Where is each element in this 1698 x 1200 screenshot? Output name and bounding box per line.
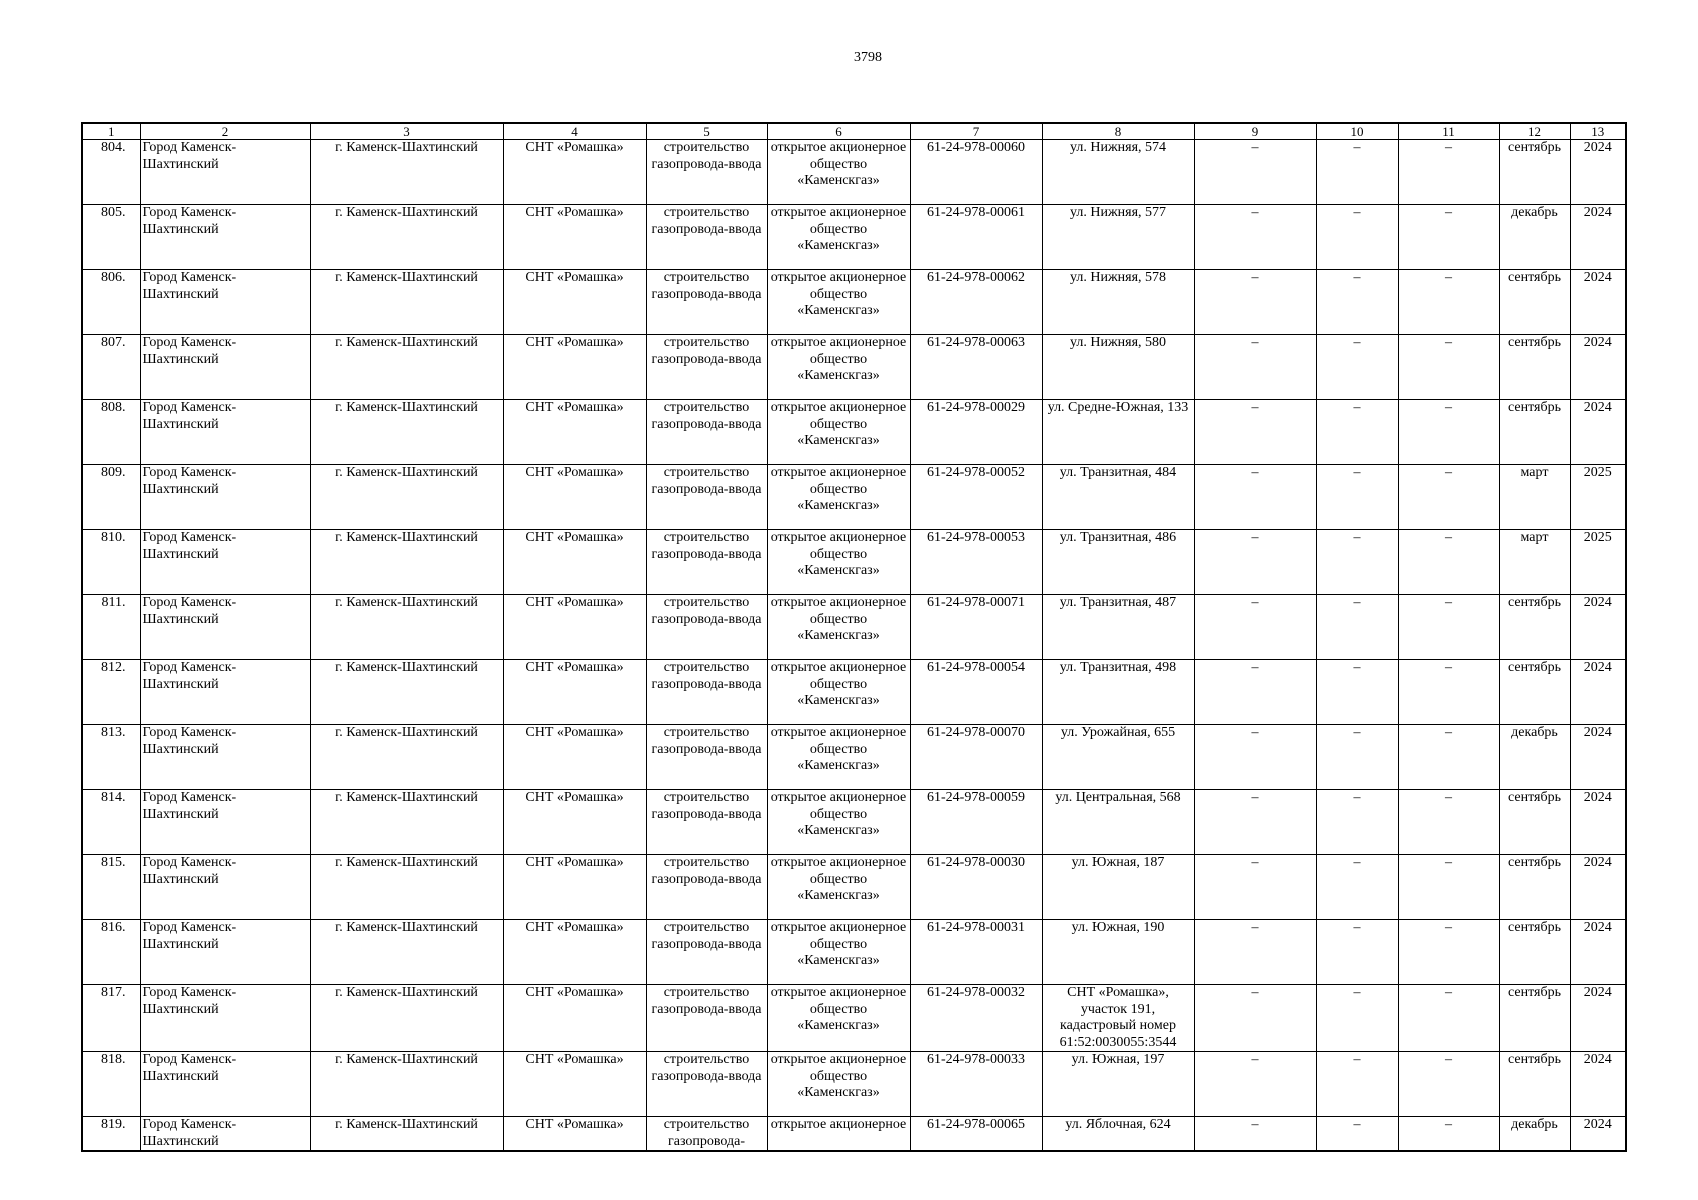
col9-cell: – [1194,660,1316,725]
col10-cell: – [1316,400,1398,465]
table-row [82,530,1626,595]
address-cell: ул. Транзитная, 498 [1042,660,1194,725]
locality-cell: г. Каменск-Шахтинский [310,1052,503,1117]
col10-cell: – [1316,140,1398,205]
column-header: 6 [767,123,910,140]
operator-cell: открытое акционерное [767,1117,910,1152]
operator-cell: открытое акционерное общество «Каменскгаз» [767,855,910,920]
code-cell: 61-24-978-00030 [910,855,1042,920]
locality-cell: г. Каменск-Шахтинский [310,920,503,985]
table-body [82,140,1626,1152]
col10-cell: – [1316,855,1398,920]
row-number: 808. [82,400,140,465]
municipality-cell: Город Каменск-Шахтинский [140,1117,310,1152]
table-row [82,140,1626,205]
column-header: 13 [1570,123,1626,140]
row-number: 804. [82,140,140,205]
month-cell: сентябрь [1499,270,1570,335]
address-cell: ул. Южная, 187 [1042,855,1194,920]
code-cell: 61-24-978-00054 [910,660,1042,725]
column-header: 12 [1499,123,1570,140]
page-number: 3798 [854,50,882,65]
year-cell: 2024 [1570,140,1626,205]
object-cell: СНТ «Ромашка» [503,270,646,335]
table-row [82,1117,1626,1152]
year-cell: 2024 [1570,920,1626,985]
col11-cell: – [1398,140,1499,205]
col10-cell: – [1316,1117,1398,1152]
table-row [82,270,1626,335]
municipality-cell: Город Каменск-Шахтинский [140,335,310,400]
operator-cell: открытое акционерное общество «Каменскгаз» [767,270,910,335]
col11-cell: – [1398,920,1499,985]
col10-cell: – [1316,1052,1398,1117]
col10-cell: – [1316,270,1398,335]
month-cell: декабрь [1499,725,1570,790]
month-cell: сентябрь [1499,1052,1570,1117]
object-cell: СНТ «Ромашка» [503,855,646,920]
col9-cell: – [1194,725,1316,790]
object-cell: СНТ «Ромашка» [503,140,646,205]
month-cell: декабрь [1499,205,1570,270]
year-cell: 2024 [1570,270,1626,335]
year-cell: 2024 [1570,725,1626,790]
column-header: 2 [140,123,310,140]
operator-cell: открытое акционерное общество «Каменскгаз» [767,400,910,465]
code-cell: 61-24-978-00063 [910,335,1042,400]
col10-cell: – [1316,920,1398,985]
work-cell: строительство газопровода-ввода [646,530,767,595]
col11-cell: – [1398,855,1499,920]
col10-cell: – [1316,465,1398,530]
municipality-cell: Город Каменск-Шахтинский [140,855,310,920]
work-cell: строительство газопровода-ввода [646,725,767,790]
row-number: 816. [82,920,140,985]
municipality-cell: Город Каменск-Шахтинский [140,920,310,985]
col10-cell: – [1316,530,1398,595]
row-number: 815. [82,855,140,920]
column-header: 5 [646,123,767,140]
col11-cell: – [1398,270,1499,335]
table-row [82,1052,1626,1117]
locality-cell: г. Каменск-Шахтинский [310,465,503,530]
col10-cell: – [1316,595,1398,660]
col10-cell: – [1316,985,1398,1052]
address-cell: ул. Нижняя, 578 [1042,270,1194,335]
work-cell: строительство газопровода-ввода [646,335,767,400]
table-row [82,335,1626,400]
code-cell: 61-24-978-00033 [910,1052,1042,1117]
municipality-cell: Город Каменск-Шахтинский [140,465,310,530]
object-cell: СНТ «Ромашка» [503,985,646,1052]
col10-cell: – [1316,205,1398,270]
object-cell: СНТ «Ромашка» [503,1052,646,1117]
column-number-row [82,123,1626,140]
object-cell: СНТ «Ромашка» [503,530,646,595]
code-cell: 61-24-978-00071 [910,595,1042,660]
address-cell: ул. Транзитная, 484 [1042,465,1194,530]
object-cell: СНТ «Ромашка» [503,400,646,465]
year-cell: 2024 [1570,985,1626,1052]
col11-cell: – [1398,1117,1499,1152]
object-cell: СНТ «Ромашка» [503,1117,646,1152]
col11-cell: – [1398,205,1499,270]
object-cell: СНТ «Ромашка» [503,205,646,270]
column-header: 4 [503,123,646,140]
table-row [82,205,1626,270]
year-cell: 2024 [1570,595,1626,660]
operator-cell: открытое акционерное общество «Каменскгаз» [767,140,910,205]
row-number: 818. [82,1052,140,1117]
col9-cell: – [1194,400,1316,465]
work-cell: строительство газопровода-ввода [646,465,767,530]
table-row [82,985,1626,1052]
row-number: 819. [82,1117,140,1152]
year-cell: 2024 [1570,1117,1626,1152]
work-cell: строительство газопровода-ввода [646,855,767,920]
object-cell: СНТ «Ромашка» [503,335,646,400]
operator-cell: открытое акционерное общество «Каменскгаз» [767,920,910,985]
code-cell: 61-24-978-00065 [910,1117,1042,1152]
locality-cell: г. Каменск-Шахтинский [310,595,503,660]
locality-cell: г. Каменск-Шахтинский [310,985,503,1052]
locality-cell: г. Каменск-Шахтинский [310,530,503,595]
year-cell: 2024 [1570,855,1626,920]
municipality-cell: Город Каменск-Шахтинский [140,530,310,595]
row-number: 807. [82,335,140,400]
address-cell: ул. Урожайная, 655 [1042,725,1194,790]
locality-cell: г. Каменск-Шахтинский [310,335,503,400]
municipality-cell: Город Каменск-Шахтинский [140,595,310,660]
code-cell: 61-24-978-00061 [910,205,1042,270]
operator-cell: открытое акционерное общество «Каменскгаз» [767,205,910,270]
col10-cell: – [1316,660,1398,725]
municipality-cell: Город Каменск-Шахтинский [140,725,310,790]
row-number: 814. [82,790,140,855]
col10-cell: – [1316,335,1398,400]
operator-cell: открытое акционерное общество «Каменскгаз» [767,725,910,790]
object-cell: СНТ «Ромашка» [503,595,646,660]
row-number: 806. [82,270,140,335]
address-cell: ул. Южная, 190 [1042,920,1194,985]
operator-cell: открытое акционерное общество «Каменскгаз» [767,660,910,725]
month-cell: сентябрь [1499,660,1570,725]
col9-cell: – [1194,985,1316,1052]
operator-cell: открытое акционерное общество «Каменскгаз» [767,335,910,400]
locality-cell: г. Каменск-Шахтинский [310,855,503,920]
operator-cell: открытое акционерное общество «Каменскгаз» [767,790,910,855]
object-cell: СНТ «Ромашка» [503,920,646,985]
col9-cell: – [1194,140,1316,205]
month-cell: сентябрь [1499,985,1570,1052]
code-cell: 61-24-978-00070 [910,725,1042,790]
municipality-cell: Город Каменск-Шахтинский [140,660,310,725]
table-row [82,660,1626,725]
code-cell: 61-24-978-00032 [910,985,1042,1052]
locality-cell: г. Каменск-Шахтинский [310,205,503,270]
month-cell: сентябрь [1499,595,1570,660]
work-cell: строительство газопровода-ввода [646,270,767,335]
locality-cell: г. Каменск-Шахтинский [310,790,503,855]
address-cell: ул. Нижняя, 574 [1042,140,1194,205]
operator-cell: открытое акционерное общество «Каменскгаз» [767,1052,910,1117]
address-cell: ул. Южная, 197 [1042,1052,1194,1117]
locality-cell: г. Каменск-Шахтинский [310,400,503,465]
col9-cell: – [1194,270,1316,335]
col11-cell: – [1398,530,1499,595]
column-header: 1 [82,123,140,140]
address-cell: ул. Центральная, 568 [1042,790,1194,855]
column-header: 8 [1042,123,1194,140]
col10-cell: – [1316,725,1398,790]
object-cell: СНТ «Ромашка» [503,465,646,530]
locality-cell: г. Каменск-Шахтинский [310,725,503,790]
municipality-cell: Город Каменск-Шахтинский [140,205,310,270]
column-header: 10 [1316,123,1398,140]
object-cell: СНТ «Ромашка» [503,725,646,790]
col9-cell: – [1194,465,1316,530]
month-cell: сентябрь [1499,335,1570,400]
operator-cell: открытое акционерное общество «Каменскгаз» [767,530,910,595]
month-cell: сентябрь [1499,140,1570,205]
row-number: 810. [82,530,140,595]
month-cell: март [1499,465,1570,530]
col9-cell: – [1194,205,1316,270]
operator-cell: открытое акционерное общество «Каменскгаз» [767,595,910,660]
row-number: 809. [82,465,140,530]
code-cell: 61-24-978-00062 [910,270,1042,335]
col9-cell: – [1194,1117,1316,1152]
work-cell: строительство газопровода- [646,1117,767,1152]
table-row [82,465,1626,530]
work-cell: строительство газопровода-ввода [646,920,767,985]
row-number: 817. [82,985,140,1052]
municipality-cell: Город Каменск-Шахтинский [140,270,310,335]
row-number: 813. [82,725,140,790]
column-header: 3 [310,123,503,140]
work-cell: строительство газопровода-ввода [646,660,767,725]
locality-cell: г. Каменск-Шахтинский [310,270,503,335]
col11-cell: – [1398,1052,1499,1117]
col9-cell: – [1194,530,1316,595]
work-cell: строительство газопровода-ввода [646,790,767,855]
code-cell: 61-24-978-00060 [910,140,1042,205]
column-header: 9 [1194,123,1316,140]
column-header: 7 [910,123,1042,140]
table-row [82,790,1626,855]
code-cell: 61-24-978-00029 [910,400,1042,465]
work-cell: строительство газопровода-ввода [646,205,767,270]
month-cell: сентябрь [1499,920,1570,985]
municipality-cell: Город Каменск-Шахтинский [140,140,310,205]
col9-cell: – [1194,790,1316,855]
work-cell: строительство газопровода-ввода [646,400,767,465]
municipality-cell: Город Каменск-Шахтинский [140,790,310,855]
col9-cell: – [1194,595,1316,660]
year-cell: 2024 [1570,335,1626,400]
work-cell: строительство газопровода-ввода [646,140,767,205]
col11-cell: – [1398,335,1499,400]
col9-cell: – [1194,855,1316,920]
address-cell: ул. Транзитная, 486 [1042,530,1194,595]
operator-cell: открытое акционерное общество «Каменскгаз» [767,465,910,530]
col11-cell: – [1398,595,1499,660]
month-cell: декабрь [1499,1117,1570,1152]
table-row [82,725,1626,790]
locality-cell: г. Каменск-Шахтинский [310,660,503,725]
col11-cell: – [1398,660,1499,725]
municipality-cell: Город Каменск-Шахтинский [140,1052,310,1117]
table-row [82,400,1626,465]
col11-cell: – [1398,725,1499,790]
table-row [82,920,1626,985]
table-row [82,855,1626,920]
code-cell: 61-24-978-00059 [910,790,1042,855]
code-cell: 61-24-978-00052 [910,465,1042,530]
year-cell: 2025 [1570,465,1626,530]
col9-cell: – [1194,335,1316,400]
code-cell: 61-24-978-00031 [910,920,1042,985]
year-cell: 2024 [1570,660,1626,725]
year-cell: 2024 [1570,1052,1626,1117]
object-cell: СНТ «Ромашка» [503,790,646,855]
register-table [81,122,1627,1152]
locality-cell: г. Каменск-Шахтинский [310,1117,503,1152]
col10-cell: – [1316,790,1398,855]
address-cell: ул. Транзитная, 487 [1042,595,1194,660]
locality-cell: г. Каменск-Шахтинский [310,140,503,205]
column-header: 11 [1398,123,1499,140]
work-cell: строительство газопровода-ввода [646,595,767,660]
row-number: 812. [82,660,140,725]
municipality-cell: Город Каменск-Шахтинский [140,985,310,1052]
object-cell: СНТ «Ромашка» [503,660,646,725]
month-cell: сентябрь [1499,790,1570,855]
month-cell: сентябрь [1499,855,1570,920]
year-cell: 2025 [1570,530,1626,595]
work-cell: строительство газопровода-ввода [646,985,767,1052]
work-cell: строительство газопровода-ввода [646,1052,767,1117]
col9-cell: – [1194,1052,1316,1117]
col11-cell: – [1398,465,1499,530]
col9-cell: – [1194,920,1316,985]
address-cell: СНТ «Ромашка», участок 191, кадастровый номер 61:52:0030055:3544 [1042,985,1194,1052]
row-number: 811. [82,595,140,660]
col11-cell: – [1398,400,1499,465]
year-cell: 2024 [1570,205,1626,270]
address-cell: ул. Нижняя, 580 [1042,335,1194,400]
address-cell: ул. Средне-Южная, 133 [1042,400,1194,465]
municipality-cell: Город Каменск-Шахтинский [140,400,310,465]
address-cell: ул. Нижняя, 577 [1042,205,1194,270]
year-cell: 2024 [1570,400,1626,465]
col11-cell: – [1398,985,1499,1052]
code-cell: 61-24-978-00053 [910,530,1042,595]
address-cell: ул. Яблочная, 624 [1042,1117,1194,1152]
row-number: 805. [82,205,140,270]
operator-cell: открытое акционерное общество «Каменскгаз» [767,985,910,1052]
col11-cell: – [1398,790,1499,855]
month-cell: сентябрь [1499,400,1570,465]
year-cell: 2024 [1570,790,1626,855]
month-cell: март [1499,530,1570,595]
table-row [82,595,1626,660]
